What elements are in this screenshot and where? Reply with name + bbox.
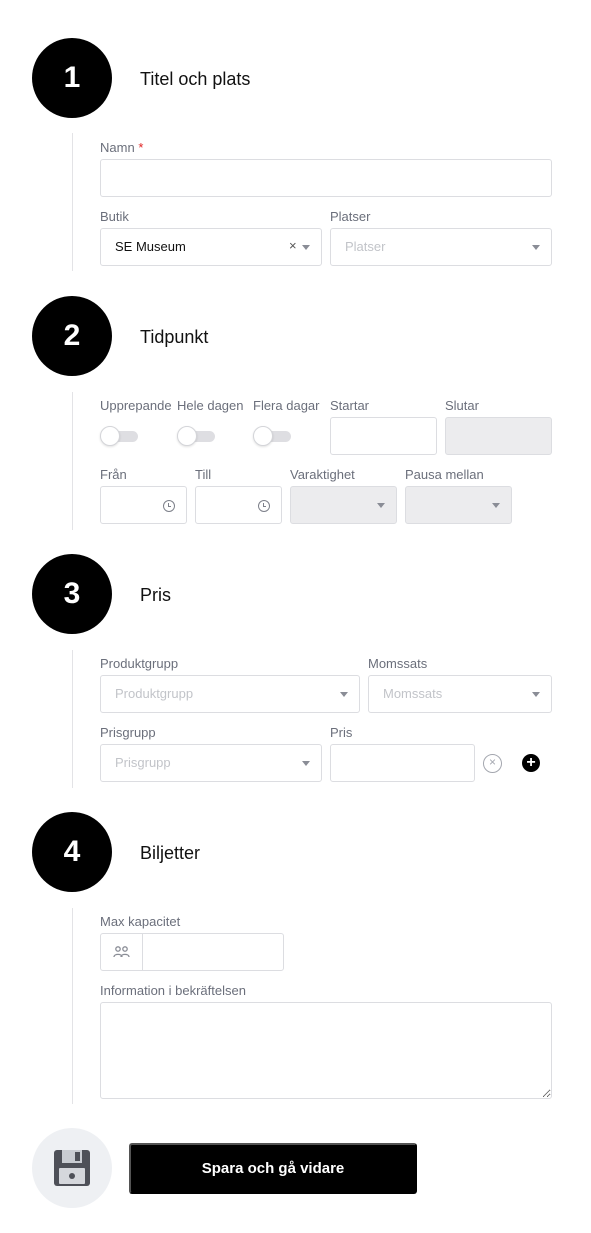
to-time-input[interactable] bbox=[195, 486, 282, 524]
from-label: Från bbox=[100, 467, 127, 482]
repeat-toggle[interactable] bbox=[100, 428, 138, 444]
pause-select bbox=[405, 486, 512, 524]
pricegroup-select[interactable] bbox=[100, 744, 322, 782]
section-2-divider bbox=[72, 392, 73, 530]
toggle-knob bbox=[177, 426, 197, 446]
chevron-down-icon bbox=[377, 503, 385, 508]
section-title-pris: Pris bbox=[140, 585, 171, 605]
productgroup-placeholder: Produktgrupp bbox=[115, 686, 194, 701]
vat-label: Momssats bbox=[368, 656, 428, 671]
step-3-badge: 3 bbox=[32, 554, 112, 634]
save-icon-badge bbox=[32, 1128, 112, 1208]
toggle-knob bbox=[253, 426, 273, 446]
ends-label: Slutar bbox=[445, 398, 479, 413]
info-textarea[interactable] bbox=[100, 1002, 552, 1099]
add-price-icon[interactable]: + bbox=[522, 754, 540, 772]
info-label: Information i bekräftelsen bbox=[100, 983, 246, 998]
name-label bbox=[100, 140, 143, 155]
chevron-down-icon bbox=[302, 761, 310, 766]
clock-icon[interactable] bbox=[163, 500, 175, 512]
price-input[interactable] bbox=[330, 744, 475, 782]
shop-selected-value: SE Museum bbox=[115, 239, 186, 254]
step-1-badge: 1 bbox=[32, 38, 112, 118]
name-input[interactable] bbox=[100, 159, 552, 197]
section-4-divider bbox=[72, 908, 73, 1104]
duration-label: Varaktighet bbox=[290, 467, 355, 482]
name-label-text: Namn bbox=[100, 140, 135, 155]
section-title-biljetter: Biljetter bbox=[140, 843, 201, 863]
chevron-down-icon bbox=[492, 503, 500, 508]
shop-select[interactable] bbox=[100, 228, 322, 266]
multiday-label: Flera dagar bbox=[253, 398, 320, 413]
step-4-badge: 4 bbox=[32, 812, 112, 892]
places-select[interactable] bbox=[330, 228, 552, 266]
capacity-addon bbox=[101, 934, 143, 970]
vat-select[interactable] bbox=[368, 675, 552, 713]
chevron-down-icon bbox=[302, 245, 310, 250]
allday-toggle[interactable] bbox=[177, 428, 215, 444]
start-date-input[interactable] bbox=[330, 417, 437, 455]
vat-placeholder: Momssats bbox=[383, 686, 443, 701]
required-marker: * bbox=[138, 140, 144, 155]
places-placeholder: Platser bbox=[345, 239, 386, 254]
section-title-tidpunkt: Tidpunkt bbox=[140, 327, 209, 347]
starts-label: Startar bbox=[330, 398, 370, 413]
multiday-toggle[interactable] bbox=[253, 428, 291, 444]
chevron-down-icon bbox=[532, 692, 540, 697]
to-label: Till bbox=[195, 467, 212, 482]
capacity-label: Max kapacitet bbox=[100, 914, 181, 929]
pause-label: Pausa mellan bbox=[405, 467, 484, 482]
productgroup-label: Produktgrupp bbox=[100, 656, 179, 671]
capacity-input-group[interactable] bbox=[100, 933, 284, 971]
section-1-divider bbox=[72, 133, 73, 271]
pricegroup-label: Prisgrupp bbox=[100, 725, 156, 740]
section-3-divider bbox=[72, 650, 73, 788]
allday-label: Hele dagen bbox=[177, 398, 244, 413]
toggle-knob bbox=[100, 426, 120, 446]
clock-icon[interactable] bbox=[258, 500, 270, 512]
from-time-input[interactable] bbox=[100, 486, 187, 524]
repeat-label: Upprepande bbox=[100, 398, 172, 413]
places-label: Platser bbox=[330, 209, 371, 224]
duration-select bbox=[290, 486, 397, 524]
chevron-down-icon bbox=[532, 245, 540, 250]
step-2-badge: 2 bbox=[32, 296, 112, 376]
remove-price-icon[interactable]: × bbox=[483, 754, 502, 773]
floppy-disk-icon bbox=[52, 1148, 92, 1188]
end-date-input bbox=[445, 417, 552, 455]
price-label: Pris bbox=[330, 725, 353, 740]
shop-clear-icon[interactable]: × bbox=[289, 238, 297, 253]
pricegroup-placeholder: Prisgrupp bbox=[115, 755, 171, 770]
shop-label: Butik bbox=[100, 209, 129, 224]
productgroup-select[interactable] bbox=[100, 675, 360, 713]
users-icon bbox=[113, 945, 131, 959]
save-and-continue-button[interactable]: Spara och gå vidare bbox=[129, 1143, 417, 1194]
section-title-titel-och-plats: Titel och plats bbox=[140, 69, 251, 89]
chevron-down-icon bbox=[340, 692, 348, 697]
